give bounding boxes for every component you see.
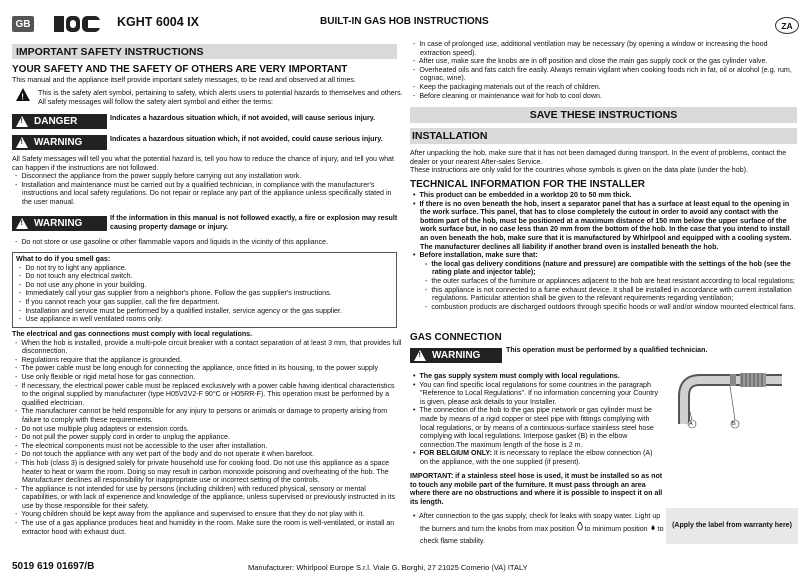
svg-text:!: ! [21, 92, 24, 101]
gas-smell-box: What to do if you smell gas: - Do not try to light any appliance. - Do not touch any electrical switch. - Do not use any phone in your building. - Immediately call your gas supplier from a neighbor's phone. Follow the gas supplier's instructions. - If you cannot reach your gas supplier, call the fire department. - Installation and service must be performed by a qualified installer, service agency or the gas supplier. - Use appliance in well ventilated rooms only. [12, 252, 397, 328]
warning2-icon: ! [16, 218, 28, 229]
warning3-text: This operation must be performed by a qualified technician. [506, 346, 708, 354]
warning2-badge: ! WARNING [12, 216, 107, 231]
warning3-icon: ! [414, 350, 426, 361]
danger-text: Indicates a hazardous situation which, if not avoided, will cause serious injury. [110, 114, 376, 122]
warranty-label-note: (Apply the label from warranty here) [672, 521, 792, 529]
danger-badge: ! DANGER [12, 114, 107, 129]
figure-label-a: A [689, 421, 693, 427]
gas-elbow-figure [670, 372, 790, 430]
alert-symbol-text: This is the safety alert symbol, pertaining to safety, which alerts users to potential hazards to themselves and others. All safety messages will follow the safety alert symbol and either the terms: [38, 89, 403, 106]
page-footer [0, 556, 808, 586]
safety-section-title: IMPORTANT SAFETY INSTRUCTIONS [12, 44, 397, 59]
safety-intro: This manual and the appliance itself provide important safety messages, to be read and observed at all times. [12, 76, 356, 84]
warning3-badge: ! WARNING [410, 348, 502, 363]
manufacturer-address: Manufacturer: Whirlpool Europe S.r.l. Viale G. Borghi, 27 21025 Comerio (VA) ITALY [248, 563, 528, 572]
brand-logo [54, 14, 102, 34]
technical-list: • This product can be embedded in a worktop 20 to 50 mm thick. • If there is no oven beneath the hob, insert a separator panel that has a surface at least equal to the opening in the work surface. This panel, that has to close completely the cutout in order to avoid any contact with the bottom part of the hob, must be positioned at a maximum distance of 150 mm below the upper surface of the work surface but, in no case less than 20 mm from the bottom of the hob. In the case that you intend to install an oven beneath the hob, make sure that it is manufactured by Whirlpool and equipped with a cooling system. The manufacturer declines all liability if another brand oven is installed beneath the hob. • Before installation, make sure that: - the local gas delivery conditions (nature and pressure) are compatible with the settings of the hob (see the rating plate and injector table); - the outer surfaces of the furniture or appliances adjacent to the hob are heat resistant according to local regulations; - this appliance is not connected to a fume exhaust device. It shall be installed in accordance with current installation regulations. Particular attention shall be given to the relevant requirements regarding ventilation; - combustion products are discharged outdoors through specific hoods or wall and/or window mounted electrical fans. [413, 191, 796, 311]
important-note: IMPORTANT: if a stainless steel hose is used, it must be installed so as not to touch any mobile part of the furniture. It must pass through an area where there are no obstructions and where it is possible to inspect it on all its length. [410, 472, 663, 506]
technical-title: TECHNICAL INFORMATION FOR THE INSTALLER [410, 179, 645, 190]
figure-label-b: B [732, 421, 736, 427]
document-code: 5019 619 01697/B [12, 561, 95, 572]
language-code: GB [12, 16, 34, 32]
warning-badge: ! WARNING [12, 135, 107, 150]
gas-connection-title: GAS CONNECTION [410, 332, 502, 343]
model-number: KGHT 6004 IX [117, 15, 199, 29]
save-instructions-banner: SAVE THESE INSTRUCTIONS [410, 107, 797, 123]
flame-min-icon [650, 522, 656, 531]
warning-icon: ! [16, 137, 28, 148]
language-badge: ZA [775, 17, 799, 34]
gas-connection-list: • The gas supply system must comply with local regulations. • You can find specific local regulations for some countries in the paragraph "Reference to Local Regulations". If no information concerning your Country is given, please ask details to your Installer. • The connection of the hob to the gas pipe network or gas cylinder must be made by means of a rigid copper or steel pipe with fittings complying with local regulations, or by means of a continuous-surface stainless steel hose complying with local regulations. Interpose gasket (B) in the elbow connection.The maximum length of the hose is 2 m. • FOR BELGIUM ONLY: It is necessary to replace the elbow connection (A) on the appliance, with the one supplied (if present). [413, 372, 659, 466]
safety-subtitle: YOUR SAFETY AND THE SAFETY OF OTHERS ARE VERY IMPORTANT [12, 64, 348, 75]
warning-text: Indicates a hazardous situation which, if not avoided, could cause serious injury. [110, 135, 383, 143]
installation-intro: After unpacking the hob, make sure that it has not been damaged during transport. In the event of problems, contact the dealer or your nearest After-sales Service. These instructions are only valid for the countries whose symbols is given on the data plate (under the hob). [410, 149, 787, 175]
warranty-label-area [666, 508, 798, 544]
leak-check-item: • After connection to the gas supply, check for leaks with soapy water. Light up the burners and turn the knobs from max position to minimum position to check flame stability. [413, 512, 664, 545]
alert-triangle-icon [16, 88, 30, 101]
ventilation-list: - In case of prolonged use, additional ventilation may be necessary (by opening a window or increasing the hood extraction speed). - After use, make sure the knobs are in off position and close the main gas supply cock or the gas cylinder valve. - Overheated oils and fats catch fire easily. Always remain vigilant when cooking foods rich in fat, oil or alcohol (e.g. rum, cognac, wine). - Keep the packaging materials out of the reach of children. - Before cleaning or maintenance wait for hob to cool down. [413, 40, 792, 100]
installation-title: INSTALLATION [410, 128, 797, 144]
danger-warning-icon: ! [16, 116, 28, 127]
electrical-section: The electrical and gas connections must comply with local regulations. - When the hob is installed, provide a multi-pole circuit breaker with a contact separation of at least 3 mm, that provides full disconnection. - Regulations require that the appliance is grounded. - The power cable must be long enough for connecting the appliance, once fitted in its housing, to the power supply - Use only flexible or rigid metal hose for gas connection. - If necessary, the electrical power cable must be replaced exclusively with a power cable having identical characteristics to the original supplied by manufacturer (type H05V2V2-F 90°C or H05RR-F). This operation must be performed by a qualified electrician. - The manufacturer cannot be held responsible for any injury to persons or animals or damage to property arising from failure to comply with these requirements. - Do not use multiple plug adapters or extension cords. - Do not pull the power supply cord in order to unplug the appliance. - The electrical components must not be accessible to the user after installation. - Do not touch the appliance with any wet part of the body and do not operate it when barefoot. - This hob (class 3) is designed solely for private household use for cooking food. Do not use this appliance as a space heater to heat or warm the room. Doing so may result in carbon monoxide poisoning and overheating of the hob. The Manufacturer declines all responsibility for inappropriate use or incorrect setting of the controls. - The appliance is not intended for use by persons (including children) with reduced physical, sensory or mental capabilities, or with lack of experience and knowledge of the appliance, unless supervised or previously instructed in its use by those responsible for their safety. - Young children should be kept away from the appliance and supervised to ensure that they do not play with it. - The use of a gas appliance produces heat and humidity in the room. Make sure the room is well-ventilated, or install an extractor hood with exhaust duct. [12, 330, 402, 536]
flame-max-icon [577, 522, 583, 531]
safety-body: All Safety messages will tell you what the potential hazard is, tell you how to reduce the chance of injury, and tell you what can happen if the instructions are not followed. - Disconnect the appliance from the power supply before carrying out any installation work. - Installation and maintenance must be carried out by a qualified technician, in compliance with the manufacturer's instructions and local safety regulations. Do not repair or replace any part of the appliance unless specifically stated in the user manual. [12, 155, 394, 206]
page-header [0, 0, 808, 44]
flammable-note: - Do not store or use gasoline or other flammable vapors and liquids in the vicinity of this appliance. [15, 238, 329, 246]
document-title: BUILT-IN GAS HOB INSTRUCTIONS [320, 16, 489, 27]
warning2-text: If the information in this manual is not followed exactly, a fire or explosion may result causing property damage or injury. [110, 214, 398, 231]
